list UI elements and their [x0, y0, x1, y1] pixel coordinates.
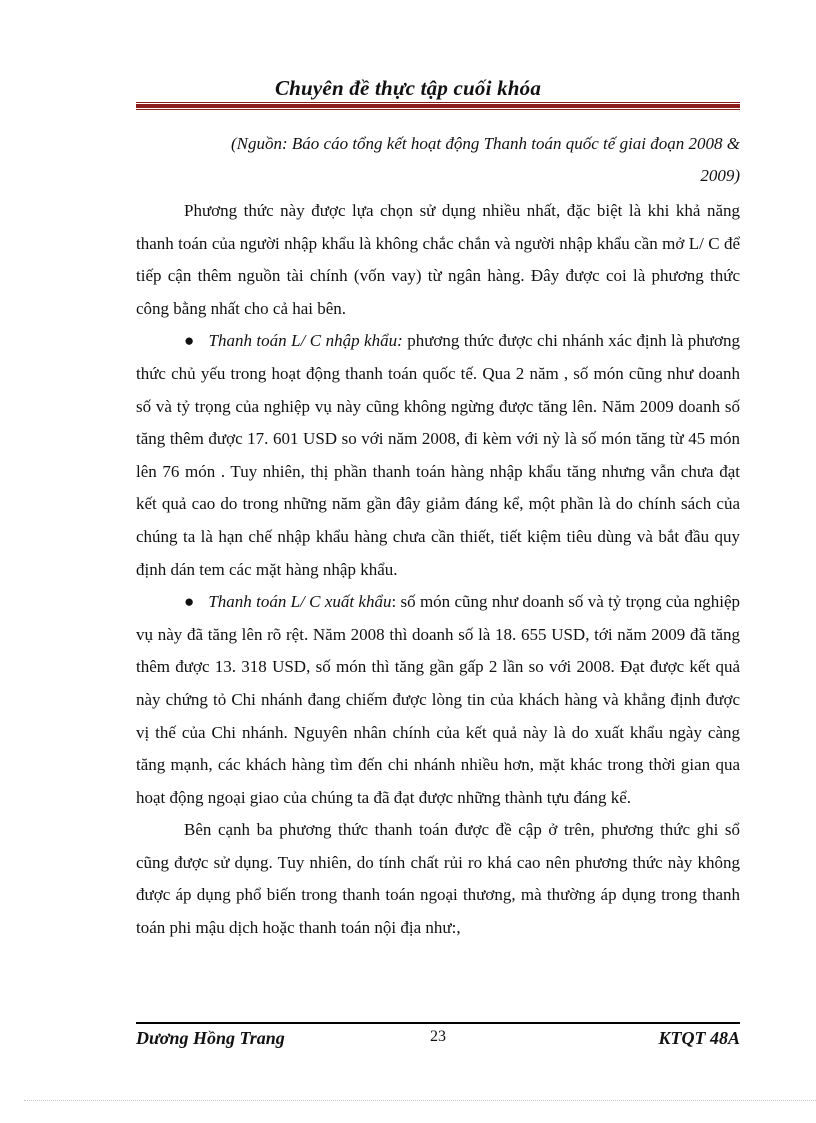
header-rule: [136, 102, 740, 110]
bullet-import-body: phương thức được chi nhánh xác định là phương thức chủ yếu trong hoạt động thanh toán quốc tế. Qua 2 năm , số món cũng như doanh số và tỷ trọng của nghiệp vụ này cũng không ngừng được tăng lên. Năm 2009 doanh số tăng thêm được 17. 601 USD so với năm 2008, đi kèm với nỳ là số món tăng từ 45 món lên 76 món . Tuy nhiên, thị phần thanh toán hàng nhập khẩu tăng nhưng vẫn chưa đạt kết quả cao do trong những năm gần đây giảm đáng kể, một phần là do chính sách của chúng ta là hạn chế nhập khẩu hàng chưa cần thiết, tiết kiệm tiêu dùng và bắt đầu quy định dán tem các mặt hàng nhập khẩu.: [136, 331, 740, 579]
bullet-export-body: : số món cũng như doanh số và tỷ trọng của nghiệp vụ này đã tăng lên rõ rệt. Năm 2008 thì doanh số là 18. 655 USD, tới năm 2009 đã tăng thêm được 13. 318 USD, số món thì tăng gần gấp 2 lần so với 2008. Đạt được kết quả này chứng tỏ Chi nhánh đang chiếm được lòng tin của khách hàng và khẳng định được vị thế của Chi nhánh. Nguyên nhân chính của kết quả này là do xuất khẩu ngày càng tăng mạnh, các khách hàng tìm đến chi nhánh nhiều hơn, mặt khác trong thời gian qua hoạt động ngoại giao của chúng ta đã đạt được những thành tựu đáng kể.: [136, 592, 740, 807]
page-header-title: Chuyên đề thực tập cuối khóa: [274, 76, 542, 100]
footer-author: Dương Hồng Trang: [136, 1028, 285, 1048]
body-text: [136, 195, 740, 945]
footer-page-number: 23: [430, 1028, 446, 1045]
bullet-dot-icon: ●: [184, 592, 195, 612]
bullet-export-lead: Thanh toán L/ C xuất khẩu: [208, 592, 392, 612]
footer-class-code: KTQT 48A: [658, 1028, 740, 1048]
footer-rule: [136, 1022, 740, 1024]
source-note: [136, 128, 740, 192]
page-footer: [136, 1028, 740, 1052]
bullet-dot-icon: ●: [184, 331, 195, 351]
source-note-line1: (Nguồn: Báo cáo tổng kết hoạt động Thanh toán quốc tế giai đoạn 2008 &: [230, 134, 740, 153]
bullet-import-lc: [136, 325, 740, 586]
source-note-line2: 2009): [700, 166, 740, 185]
page-bottom-edge: [24, 1100, 816, 1101]
bullet-export-lc: [136, 586, 740, 814]
paragraph-intro: Phương thức này được lựa chọn sử dụng nhiều nhất, đặc biệt là khi khả năng thanh toán của người nhập khẩu là không chắc chắn và người nhập khẩu cần mở L/ C để tiếp cận thêm nguồn tài chính (vốn vay) từ ngân hàng. Đây được coi là phương thức công bằng nhất cho cả hai bên.: [136, 201, 740, 318]
bullet-import-lead: Thanh toán L/ C nhập khẩu:: [208, 331, 403, 351]
paragraph-open-account: Bên cạnh ba phương thức thanh toán được đề cập ở trên, phương thức ghi sổ cũng được sử dụng. Tuy nhiên, do tính chất rủi ro khá cao nên phương thức này không được áp dụng phổ biến trong thanh toán ngoại thương, mà thường áp dụng trong thanh toán phi mậu dịch hoặc thanh toán nội địa như:,: [136, 820, 740, 938]
